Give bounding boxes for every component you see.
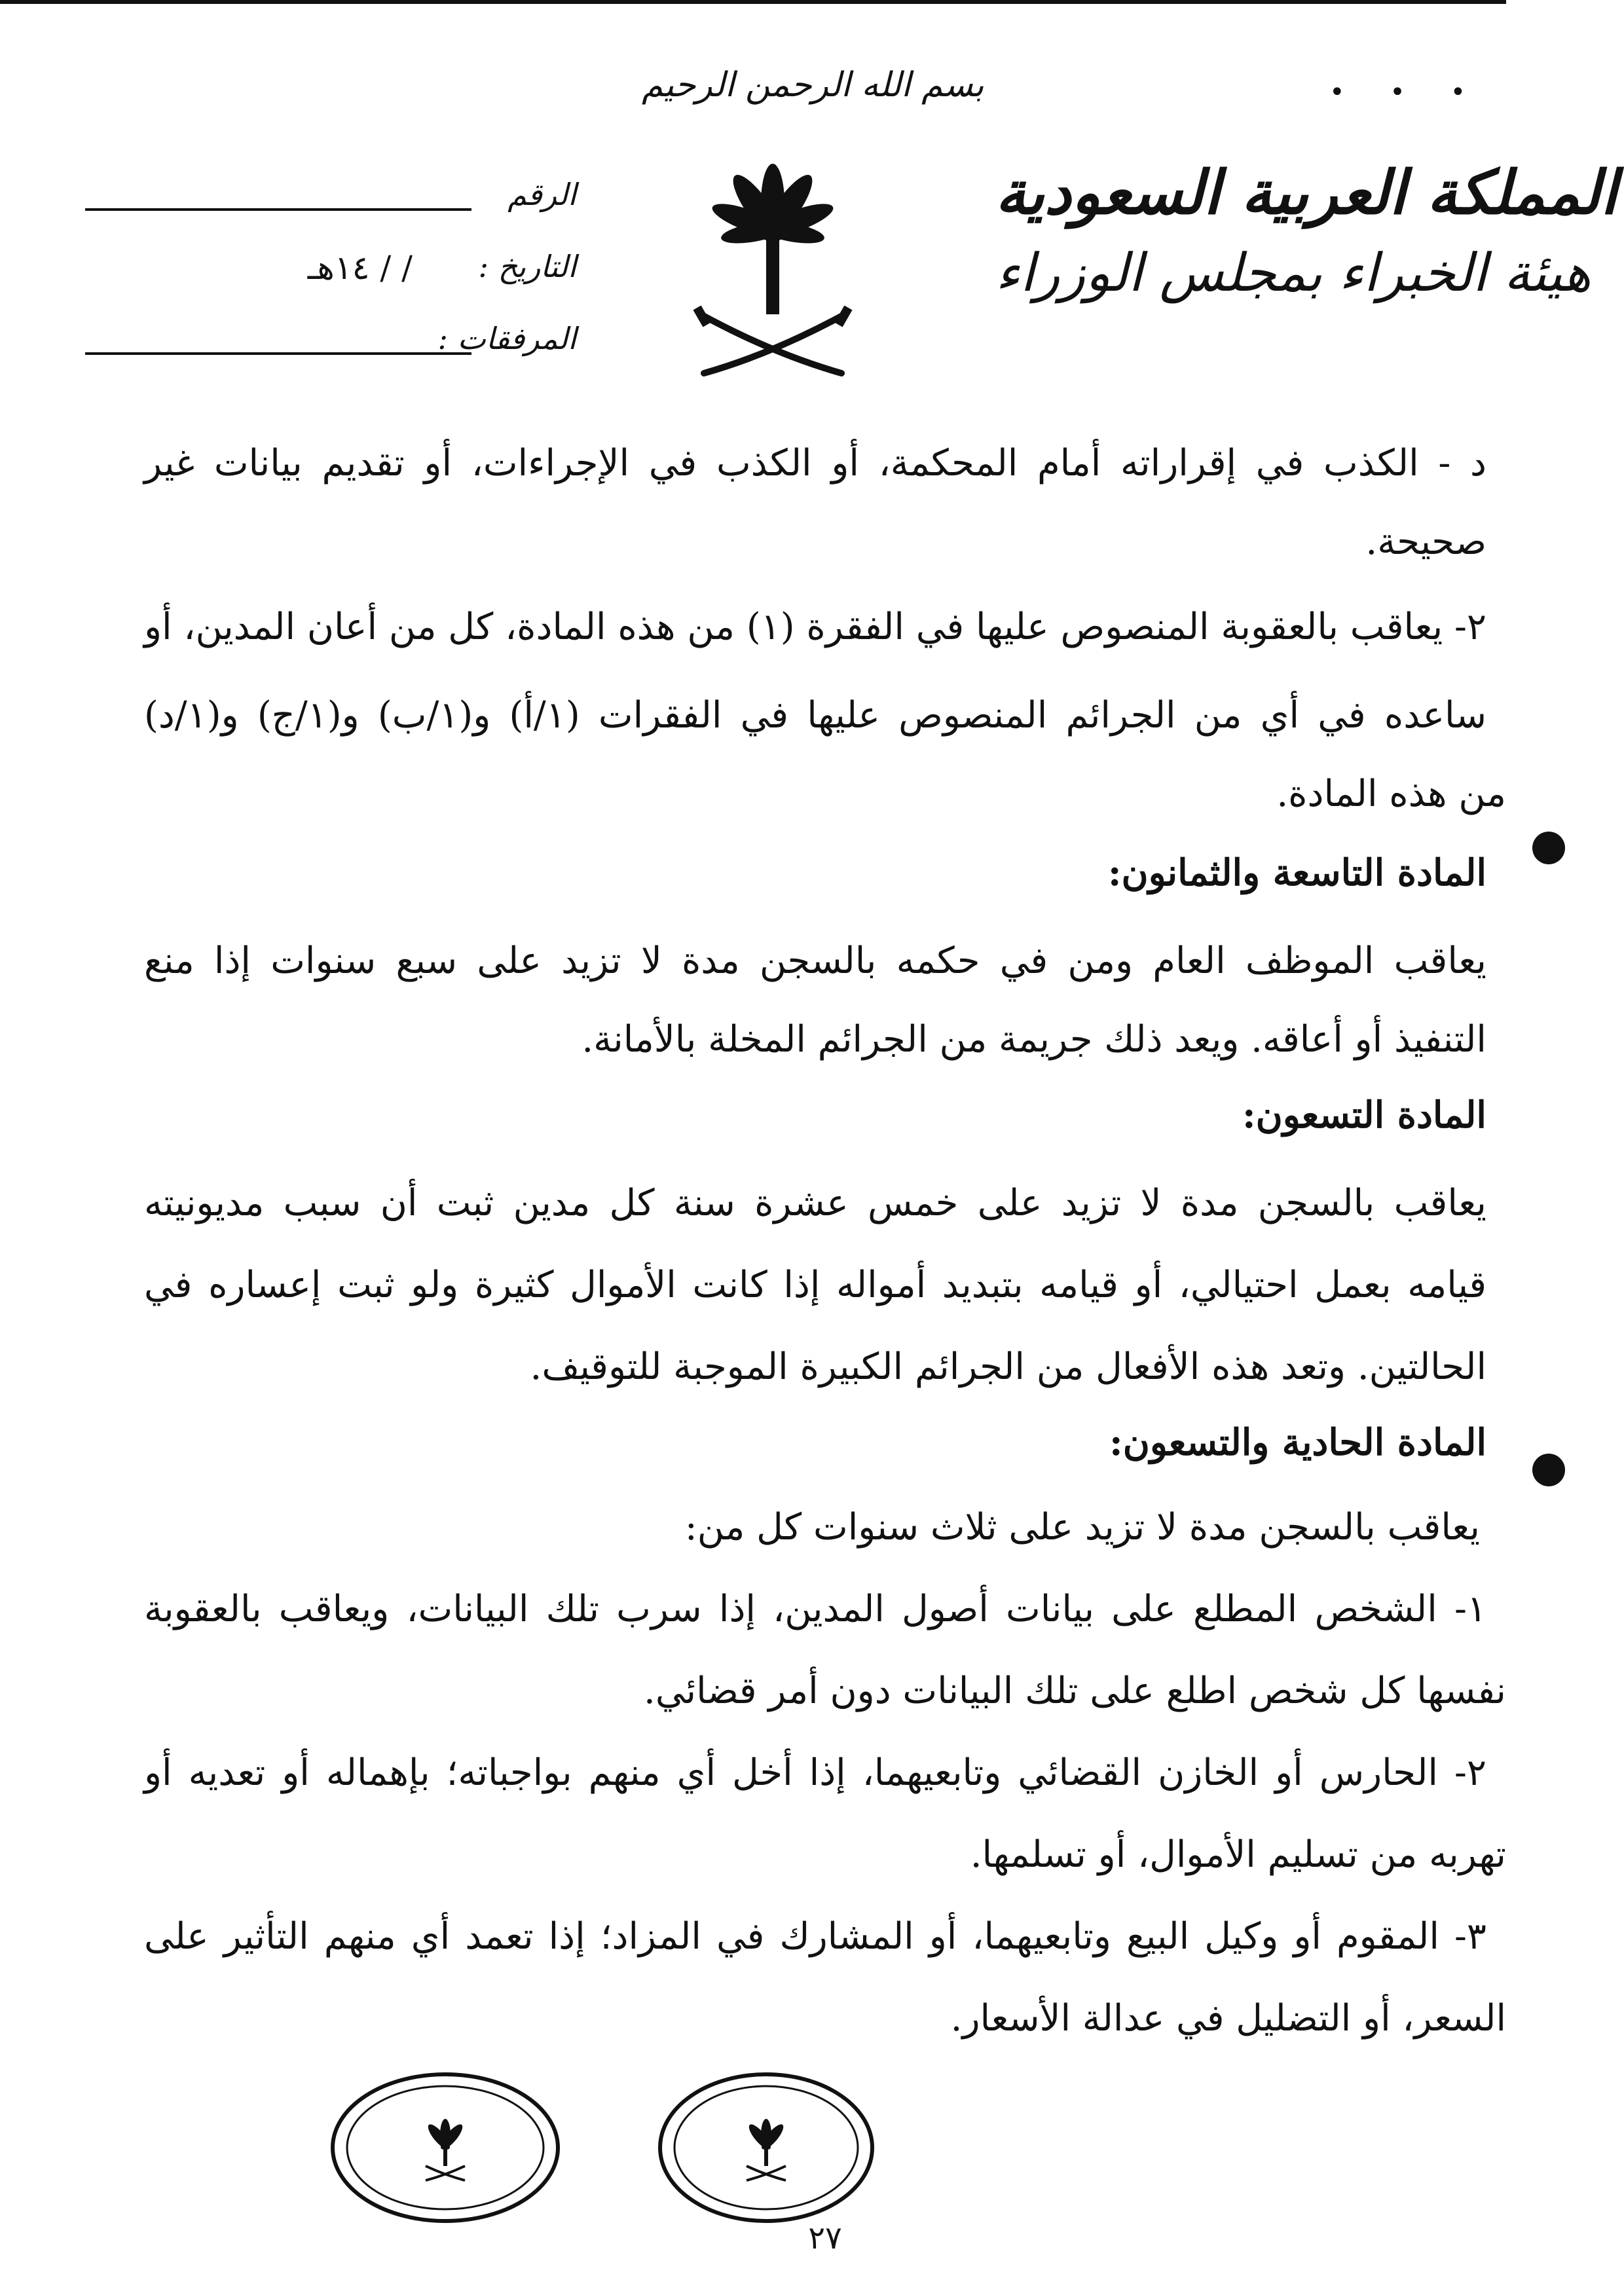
para-d-line-2: صحيحة. xyxy=(1365,521,1486,563)
article-91-item-3-line-1: ٣- المقوم أو وكيل البيع وتابعيهما، أو المشارك في المزاد؛ إذا تعمد أي منهم التأثير على xyxy=(144,1915,1486,1958)
punch-hole-mark xyxy=(1532,1454,1565,1486)
article-90-heading: المادة التسعون: xyxy=(1242,1093,1486,1137)
article-91-item-3-line-2: السعر، أو التضليل في عدالة الأسعار. xyxy=(950,1997,1506,2040)
top-border xyxy=(0,0,1506,4)
article-90-line-1: يعاقب بالسجن مدة لا تزيد على خمس عشرة سنة كل مدين ثبت أن سبب مديونيته xyxy=(144,1182,1486,1224)
date-field xyxy=(85,249,576,301)
attachments-label: المرفقات : xyxy=(437,321,576,356)
palm-swords-emblem xyxy=(688,157,858,393)
corner-dots: • • • xyxy=(1329,77,1485,107)
reference-line xyxy=(85,208,471,211)
attachments-field xyxy=(85,321,576,373)
date-label: التاريخ : xyxy=(478,249,576,284)
council-seal xyxy=(655,2069,877,2226)
para-d-line-1: د - الكذب في إقراراته أمام المحكمة، أو الكذب في الإجراءات، أو تقديم بيانات غير xyxy=(144,442,1486,485)
commission-title: هيئة الخبراء بمجلس الوزراء xyxy=(995,242,1591,303)
article-91-intro: يعاقب بالسجن مدة لا تزيد على ثلاث سنوات كل من: xyxy=(684,1506,1480,1549)
article-91-item-2-line-2: تهربه من تسليم الأموال، أو تسلمها. xyxy=(970,1833,1506,1876)
attachments-line xyxy=(85,352,471,355)
para-2-line-3: من هذه المادة. xyxy=(1276,773,1506,815)
reference-field xyxy=(85,177,576,229)
article-89-line-2: التنفيذ أو أعاقه. ويعد ذلك جريمة من الجرائم المخلة بالأمانة. xyxy=(581,1018,1486,1061)
commission-seal xyxy=(327,2069,563,2226)
article-91-heading: المادة الحادية والتسعون: xyxy=(1109,1421,1486,1464)
article-90-line-2: قيامه بعمل احتيالي، أو قيامه بتبديد أمواله إذا كانت الأموال كثيرة ولو ثبت إعساره في xyxy=(144,1264,1486,1306)
punch-hole-mark xyxy=(1532,832,1565,864)
page-number: ٢٧ xyxy=(808,2220,842,2256)
article-89-line-1: يعاقب الموظف العام ومن في حكمه بالسجن مدة لا تزيد على سبع سنوات إذا منع xyxy=(144,940,1486,982)
reference-label: الرقم xyxy=(507,177,576,212)
date-value: / / ١٤هـ xyxy=(307,249,413,287)
article-91-item-1-line-1: ١- الشخص المطلع على بيانات أصول المدين، إذا سرب تلك البيانات، ويعاقب بالعقوبة xyxy=(144,1588,1487,1630)
para-2-line-1: ٢- يعاقب بالعقوبة المنصوص عليها في الفقرة (١) من هذه المادة، كل من أعان المدين، أو xyxy=(143,606,1486,648)
basmala: بسم الله الرحمن الرحيم xyxy=(642,65,984,105)
article-90-line-3: الحالتين. وتعد هذه الأفعال من الجرائم الكبيرة الموجبة للتوقيف. xyxy=(530,1346,1486,1388)
para-2-line-2: ساعده في أي من الجرائم المنصوص عليها في الفقرات (١/أ) و(١/ب) و(١/ج) و(١/د) xyxy=(144,694,1486,737)
article-91-item-1-line-2: نفسها كل شخص اطلع على تلك البيانات دون أمر قضائي. xyxy=(644,1670,1506,1712)
article-89-heading: المادة التاسعة والثمانون: xyxy=(1107,851,1486,894)
article-91-item-2-line-1: ٢- الحارس أو الخازن القضائي وتابعيهما، إذا أخل أي منهم بواجباته؛ بإهماله أو تعديه أو xyxy=(144,1752,1486,1794)
kingdom-title: المملكة العربية السعودية xyxy=(995,157,1617,228)
